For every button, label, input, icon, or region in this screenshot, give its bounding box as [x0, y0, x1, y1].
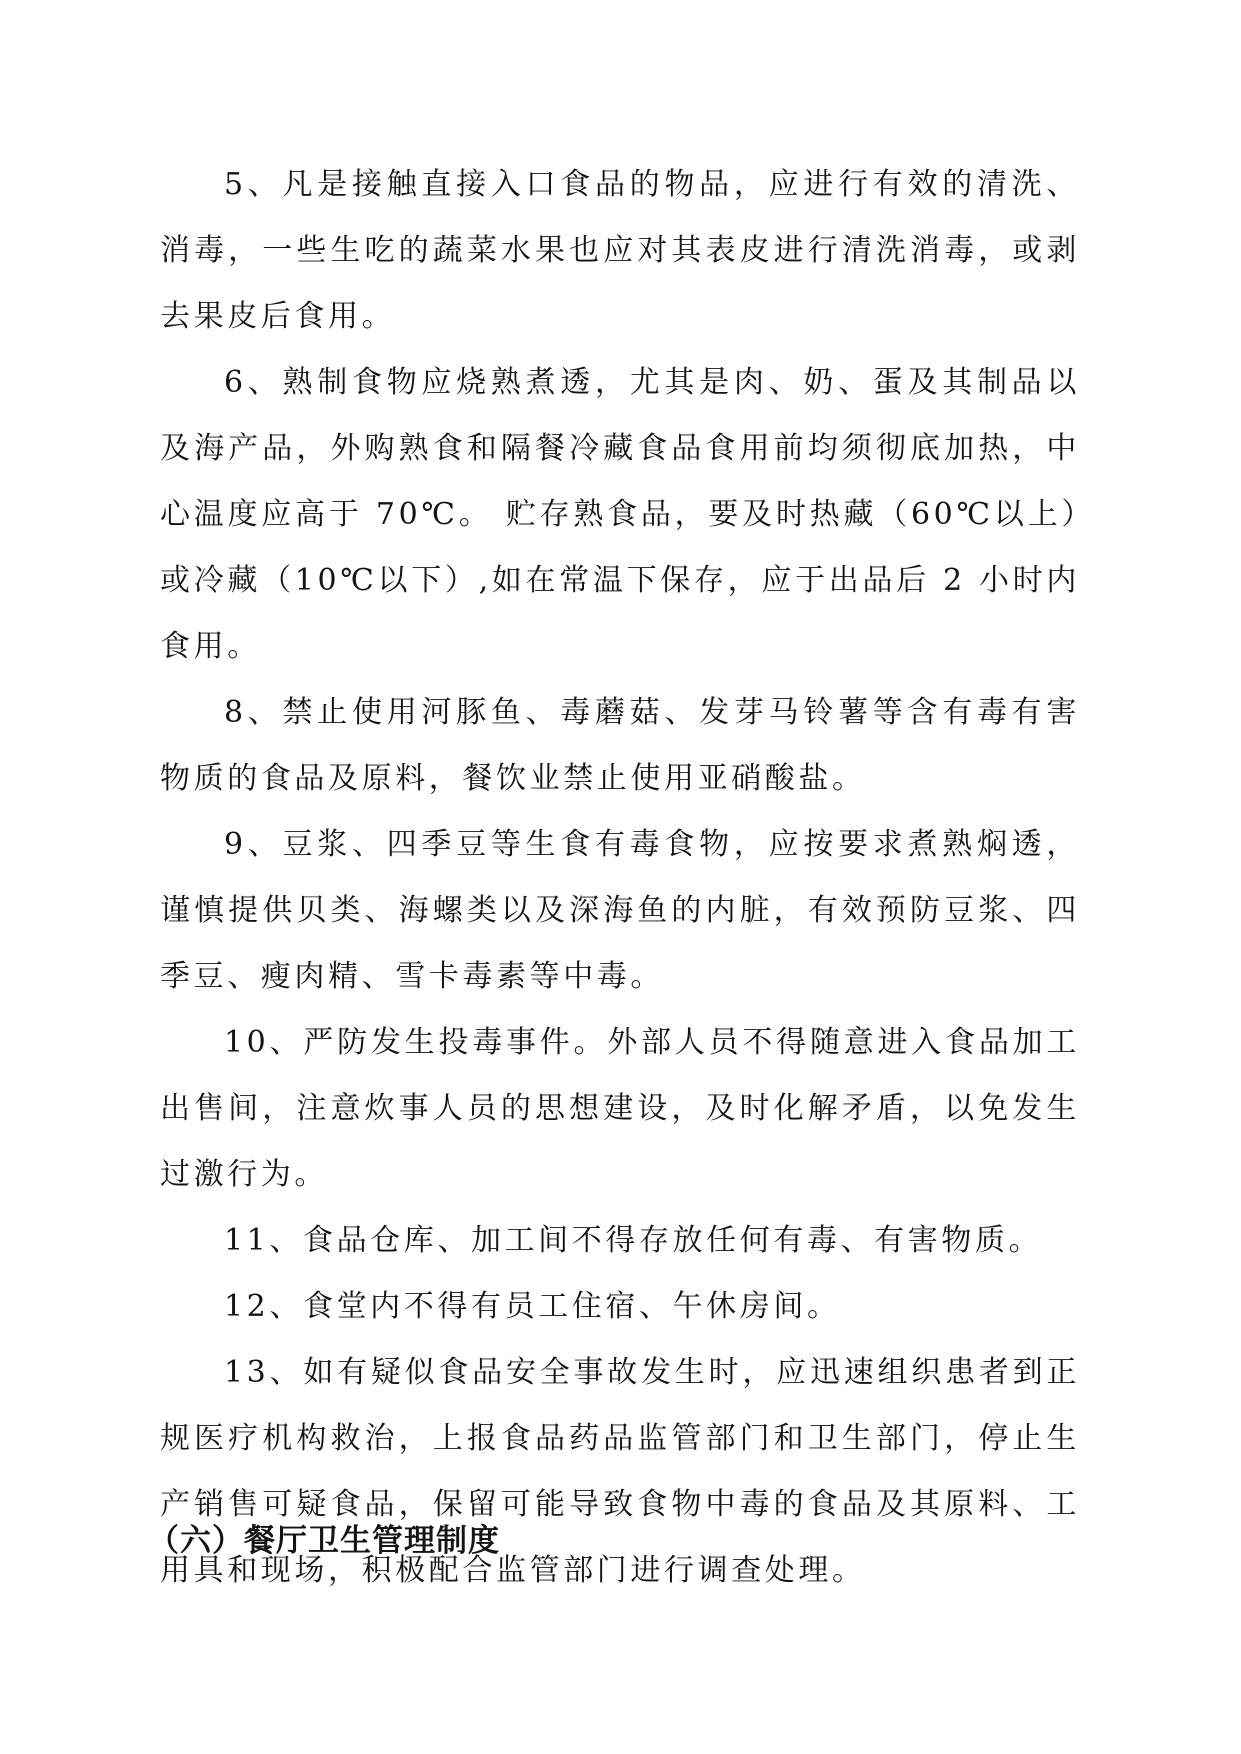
paragraph-item-12: 12、食堂内不得有员工住宿、午休房间。	[224, 1289, 841, 1324]
paragraph-item-11: 11、食品仓库、加工间不得存放任何有毒、有害物质。	[224, 1223, 1043, 1258]
document-body	[160, 152, 1080, 1604]
paragraph-item-8: 8、禁止使用河豚鱼、毒蘑菇、发芽马铃薯等含有毒有害物质的食品及原料，餐饮业禁止使用亚硝酸盐。	[160, 695, 1080, 796]
section-heading: （六）餐厅卫生管理制度	[148, 1523, 500, 1559]
paragraph-item-6: 6、熟制食物应烧熟煮透，尤其是肉、奶、蛋及其制品以及海产品，外购熟食和隔餐冷藏食品食用前均须彻底加热，中心温度应高于 70℃。 贮存熟食品，要及时热藏（60℃以上）或冷藏（10℃以下）,如在常温下保存，应于出品后 2 小时内食用。	[160, 365, 1080, 664]
paragraph-item-10: 10、严防发生投毒事件。外部人员不得随意进入食品加工出售间，注意炊事人员的思想建设，及时化解矛盾，以免发生过激行为。	[160, 1025, 1080, 1192]
paragraph-item-13: 13、如有疑似食品安全事故发生时，应迅速组织患者到正规医疗机构救治，上报食品药品监管部门和卫生部门，停止生产销售可疑食品，保留可能导致食物中毒的食品及其原料、工用具和现场，积极配合监管部门进行调查处理。	[160, 1355, 1080, 1588]
paragraph-item-5: 5、凡是接触直接入口食品的物品，应进行有效的清洗、消毒，一些生吃的蔬菜水果也应对其表皮进行清洗消毒，或剥去果皮后食用。	[160, 167, 1080, 334]
paragraph-item-9: 9、豆浆、四季豆等生食有毒食物，应按要求煮熟焖透，谨慎提供贝类、海螺类以及深海鱼的内脏，有效预防豆浆、四季豆、瘦肉精、雪卡毒素等中毒。	[160, 827, 1080, 994]
